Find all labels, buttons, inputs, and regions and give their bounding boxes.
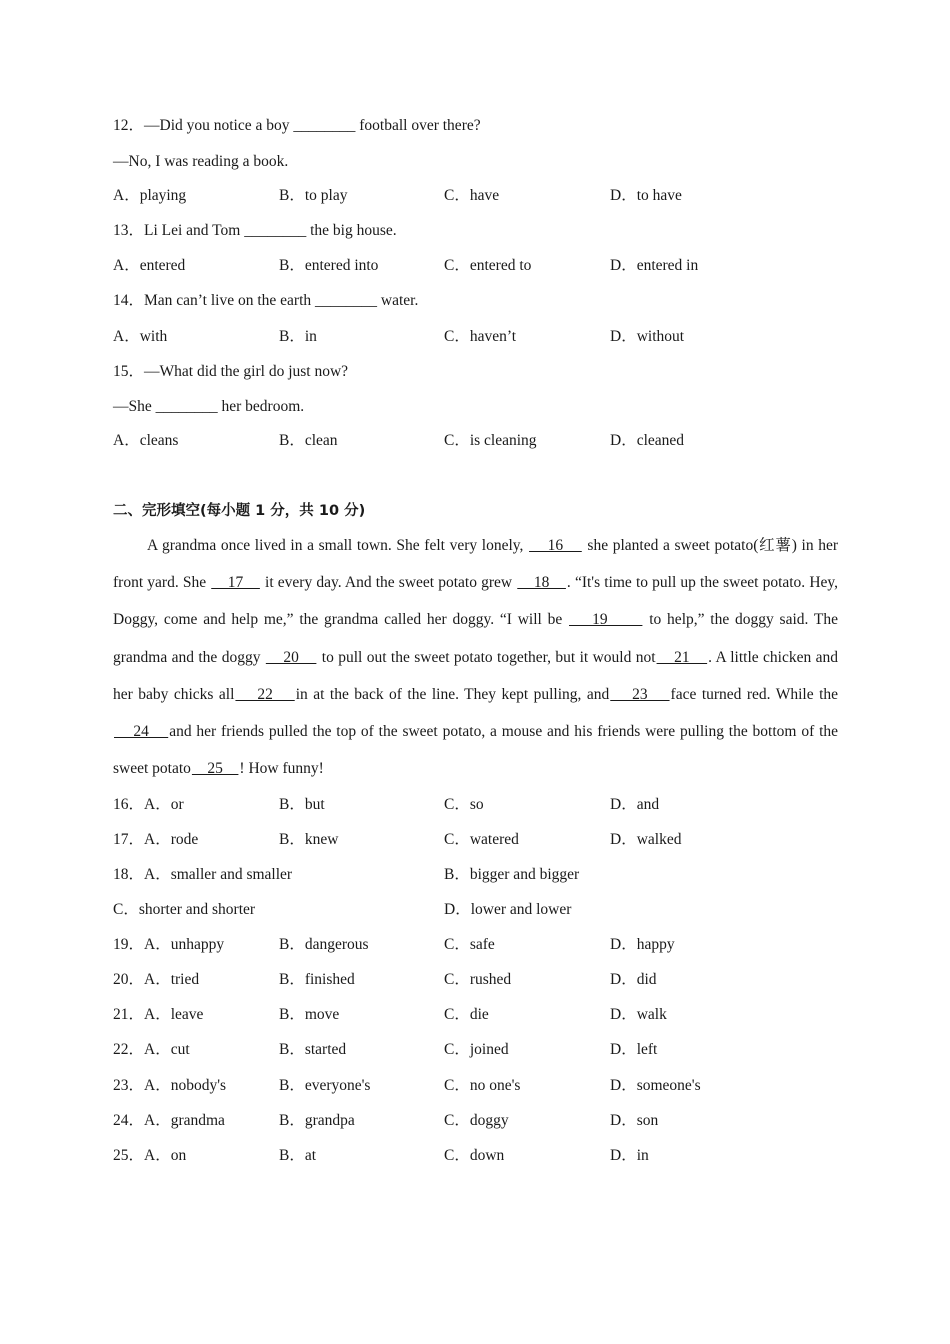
q21-option-b: B．move [279, 1006, 340, 1023]
passage-text: face turned red. While the [670, 685, 839, 703]
q22-option-d: D．left [610, 1041, 658, 1058]
q13-option-c: C．entered to [444, 257, 532, 274]
q14-option-c: C．haven’t [444, 328, 517, 345]
passage-text: to help,” the doggy said. The grandma and the doggy [113, 611, 839, 666]
q23-option-b: B．everyone's [279, 1077, 371, 1094]
q15-option-c: C．is cleaning [444, 432, 537, 449]
q18-option-c: C．shorter and shorter [113, 901, 256, 918]
q22-option-b: B．started [279, 1041, 347, 1058]
q15-stem: 15．—What did the girl do just now? [113, 363, 349, 380]
passage-text: . A little chicken and her baby chicks all [113, 648, 838, 703]
q15-option-b: B．clean [279, 432, 338, 449]
q16-option-d: D．and [610, 796, 660, 813]
q20-option-c: C．rushed [444, 971, 512, 988]
q13-option-a: A．entered [113, 257, 186, 274]
passage-text: ! How funny! [239, 760, 324, 778]
q14-option-b: B．in [279, 328, 317, 345]
q13-option-d: D．entered in [610, 257, 699, 274]
blank-18: 18 [517, 574, 566, 592]
q23-option-c: C．no one's [444, 1077, 521, 1094]
q24-option-c: C．doggy [444, 1112, 509, 1129]
passage-text: . “It's time to pull up the sweet potato. Hey, Doggy, come and help me,” the grandma called her doggy. “I will be [113, 574, 839, 629]
blank-25: 25 [191, 760, 239, 778]
blank-16: 16 [529, 537, 582, 554]
q24-option-d: D．son [610, 1112, 659, 1129]
q25-option-d: D．in [610, 1147, 649, 1164]
q16-option-a: 16．A．or [113, 796, 184, 813]
q16-option-b: B．but [279, 796, 325, 813]
section-heading: 二、完形填空(每小题 1 分，共 10 分) [113, 503, 366, 519]
q19-option-a: 19．A．unhappy [113, 936, 225, 953]
q20-option-b: B．finished [279, 971, 355, 988]
q18-option-d: D．lower and lower [444, 901, 572, 918]
q12-answer-line: —No, I was reading a book. [113, 153, 289, 170]
q25-option-b: B．at [279, 1147, 317, 1164]
blank-23: 23 [610, 685, 670, 703]
q21-option-a: 21．A．leave [113, 1006, 204, 1023]
q12-stem: 12．—Did you notice a boy ________ football over there? [113, 117, 481, 134]
q13-option-b: B．entered into [279, 257, 379, 274]
q14-stem: 14．Man can’t live on the earth ________ water. [113, 292, 419, 309]
q21-option-d: D．walk [610, 1006, 667, 1023]
q24-option-a: 24．A．grandma [113, 1112, 225, 1129]
q17-option-d: D．walked [610, 831, 682, 848]
q18-option-b: B．bigger and bigger [444, 866, 580, 883]
q17-option-a: 17．A．rode [113, 831, 199, 848]
q23-option-a: 23．A．nobody's [113, 1077, 227, 1094]
passage-text: she planted a sweet potato(红薯) in her front yard. She [113, 537, 839, 592]
q12-option-a: A．playing [113, 187, 187, 204]
q12-option-b: B．to play [279, 187, 348, 204]
q14-option-a: A．with [113, 328, 168, 345]
passage-text: it every day. And the sweet potato grew [260, 574, 517, 592]
blank-21: 21 [656, 648, 708, 666]
q12-option-d: D．to have [610, 187, 682, 204]
passage-text: in at the back of the line. They kept pulling, and [295, 685, 610, 703]
blank-22: 22 [235, 685, 295, 703]
q18-option-a: 18．A．smaller and smaller [113, 866, 293, 883]
blank-19: 19 [569, 611, 643, 629]
passage-text: and her friends pulled the top of the sweet potato, a mouse and his friends were pulling the bottom of the sweet potato [113, 723, 839, 778]
blank-17: 17 [211, 574, 260, 592]
q14-option-d: D．without [610, 328, 685, 345]
q25-option-c: C．down [444, 1147, 505, 1164]
blank-24: 24 [114, 723, 169, 741]
cloze-passage [113, 527, 838, 787]
q24-option-b: B．grandpa [279, 1112, 355, 1129]
q15-option-a: A．cleans [113, 432, 179, 449]
q20-option-d: D．did [610, 971, 657, 988]
q13-stem: 13．Li Lei and Tom ________ the big house. [113, 222, 397, 239]
blank-20: 20 [265, 648, 317, 666]
q25-option-a: 25．A．on [113, 1147, 187, 1164]
q19-option-d: D．happy [610, 936, 675, 953]
passage-text: A grandma once lived in a small town. She felt very lonely, [147, 537, 529, 554]
q19-option-c: C．safe [444, 936, 495, 953]
q23-option-d: D．someone's [610, 1077, 701, 1094]
q19-option-b: B．dangerous [279, 936, 369, 953]
q20-option-a: 20．A．tried [113, 971, 200, 988]
q16-option-c: C．so [444, 796, 484, 813]
q22-option-a: 22．A．cut [113, 1041, 190, 1058]
q15-answer-line: —She ________ her bedroom. [113, 398, 305, 415]
q17-option-b: B．knew [279, 831, 339, 848]
q21-option-c: C．die [444, 1006, 489, 1023]
q12-option-c: C．have [444, 187, 500, 204]
q17-option-c: C．watered [444, 831, 519, 848]
q15-option-d: D．cleaned [610, 432, 685, 449]
passage-text: to pull out the sweet potato together, but it would not [317, 648, 656, 666]
q22-option-c: C．joined [444, 1041, 509, 1058]
